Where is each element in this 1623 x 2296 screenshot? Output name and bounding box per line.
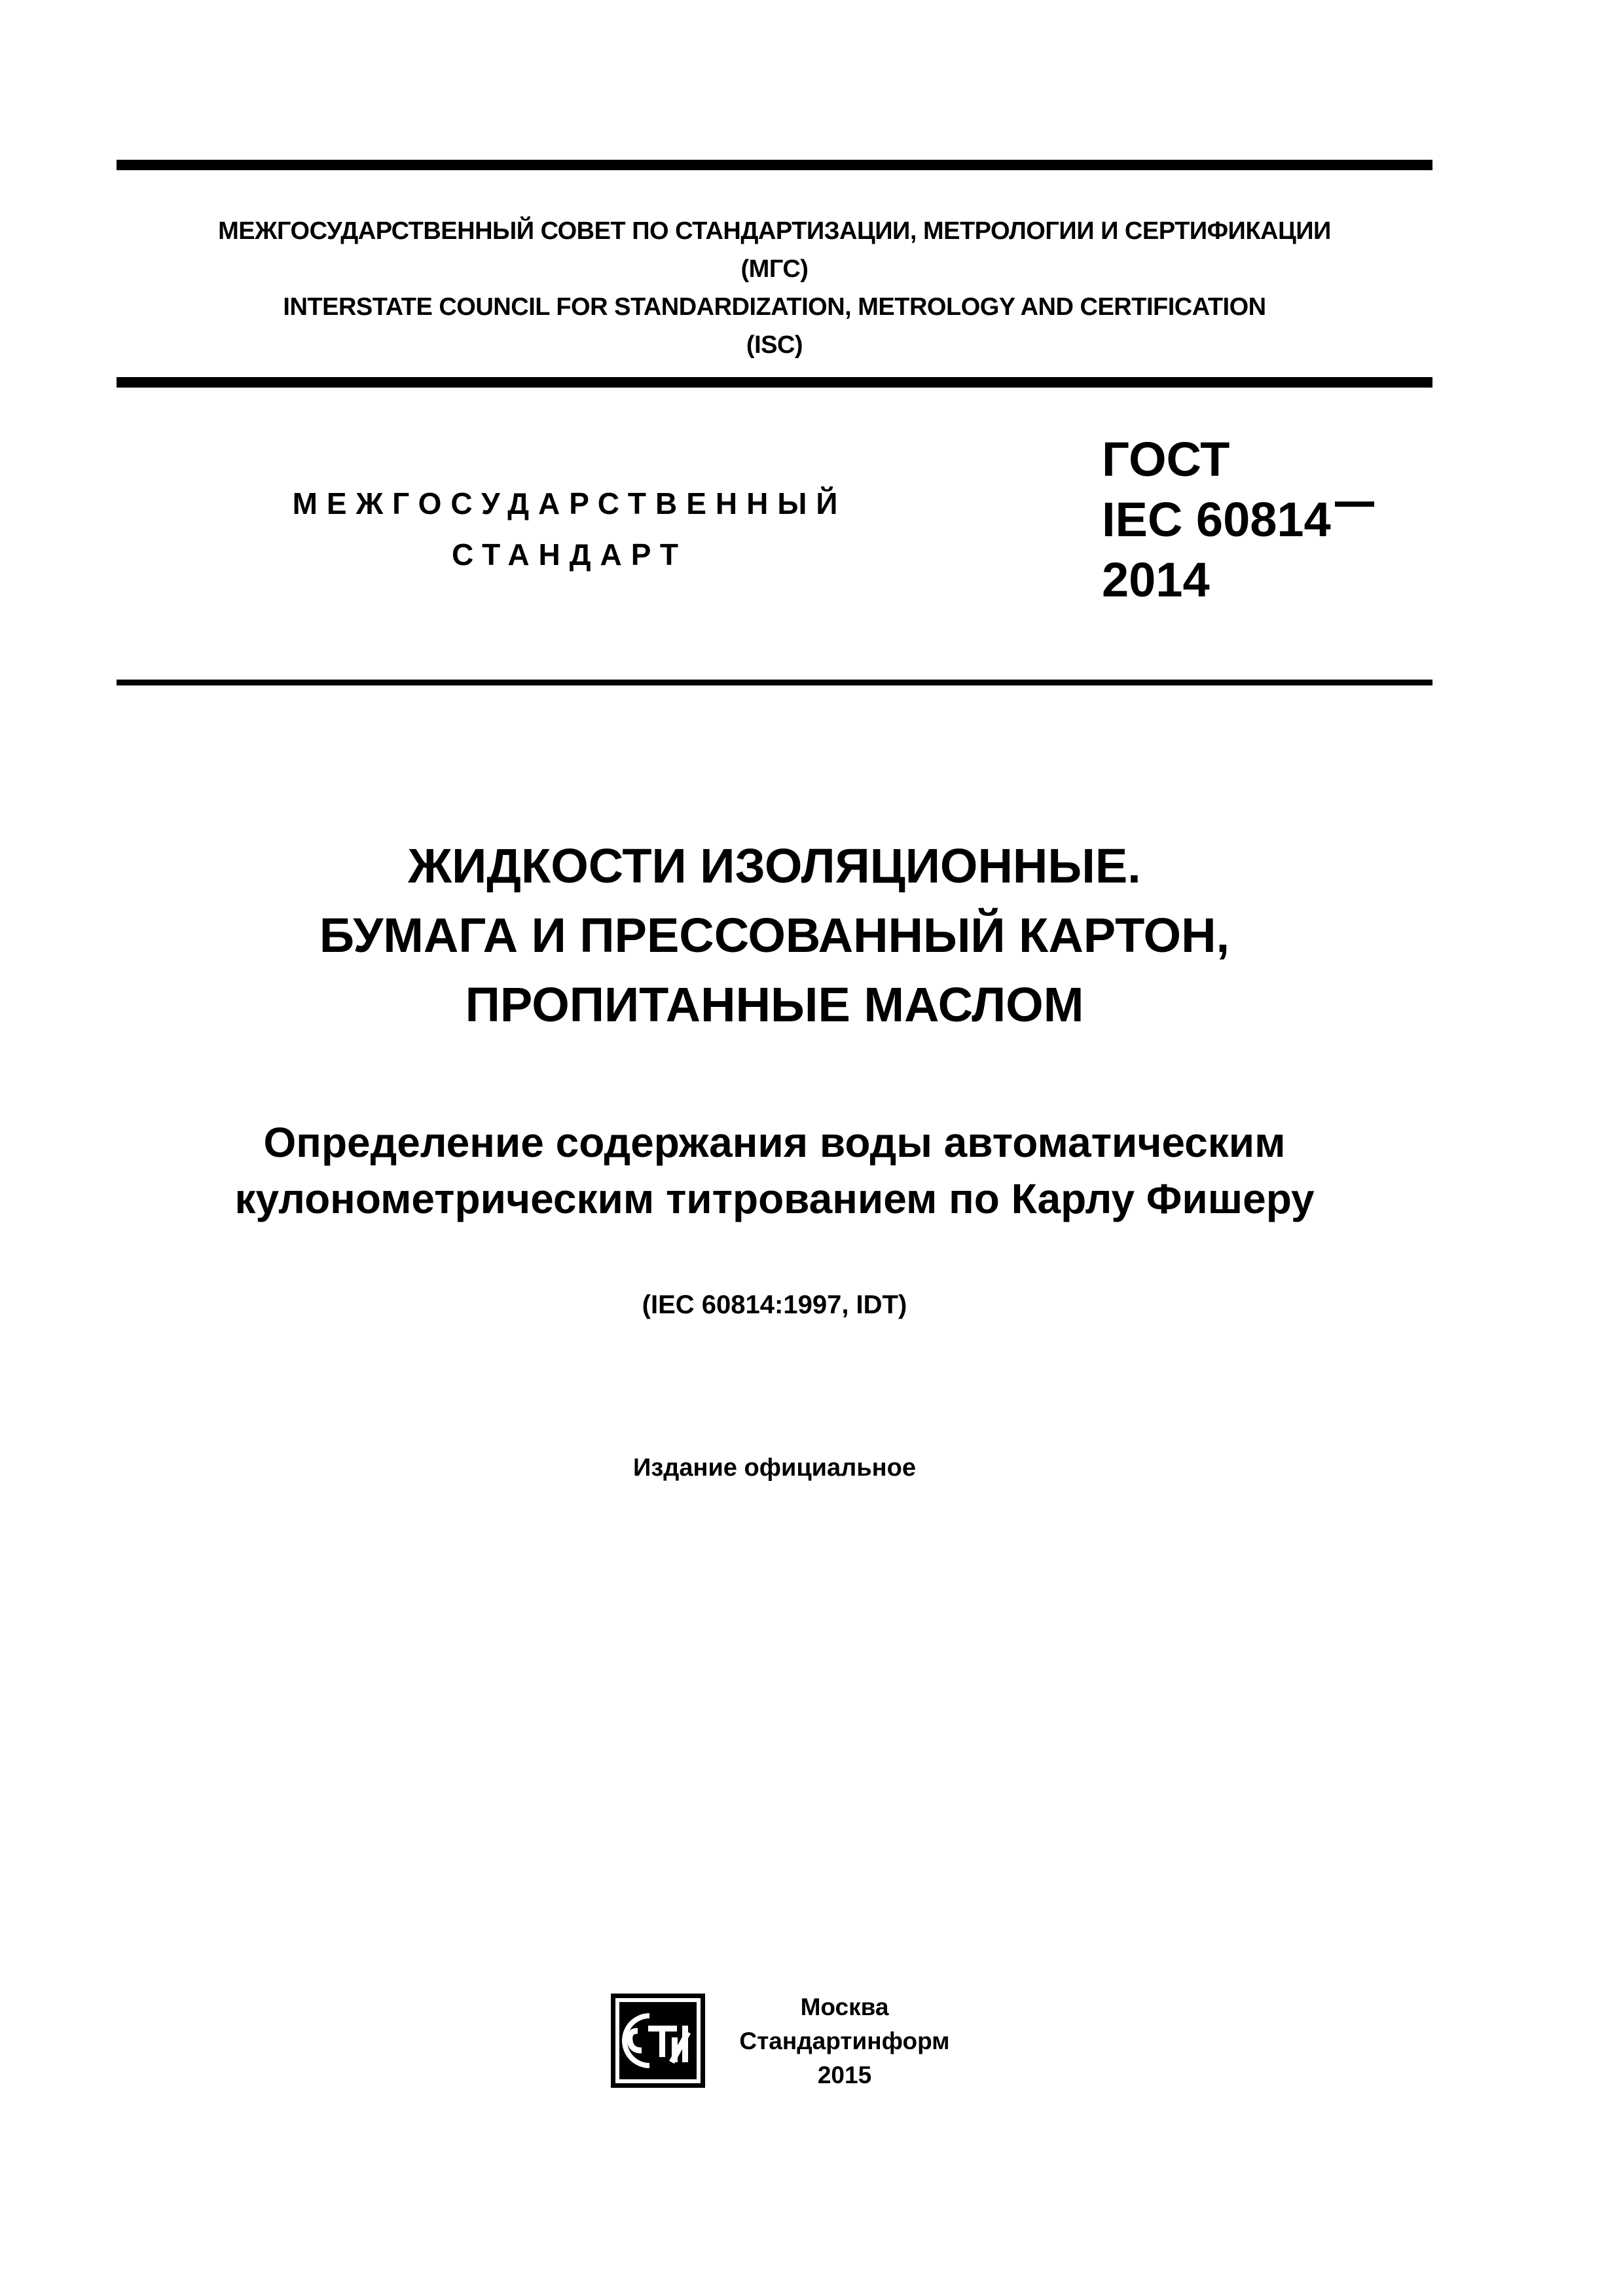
council-abbr-ru: (МГС) <box>740 255 809 283</box>
top-divider <box>117 160 1432 170</box>
edition-note: Издание официальное <box>633 1454 916 1482</box>
title-line2: БУМАГА И ПРЕССОВАННЫЙ КАРТОН, <box>319 908 1230 962</box>
designation-number: IEC 60814 <box>1102 492 1331 547</box>
designation-dash <box>1335 501 1374 507</box>
designation-year: 2014 <box>1102 553 1210 607</box>
standard-designation <box>1102 429 1374 610</box>
council-name-ru: МЕЖГОСУДАРСТВЕННЫЙ СОВЕТ ПО СТАНДАРТИЗАЦИИ, МЕТРОЛОГИИ И СЕРТИФИКАЦИИ <box>218 217 1331 245</box>
designation-number-line <box>1102 490 1374 550</box>
council-header <box>117 212 1432 364</box>
subtitle-line1: Определение содержания воды автоматическим <box>263 1119 1286 1166</box>
council-abbr-en: (ISC) <box>746 331 803 359</box>
publisher-city: Москва <box>800 1994 889 2020</box>
publisher-info <box>714 1990 976 2092</box>
designation-prefix: ГОСТ <box>1102 432 1230 486</box>
standartinform-logo-icon <box>609 1992 707 2090</box>
standard-type <box>242 478 897 580</box>
title-line1: ЖИДКОСТИ ИЗОЛЯЦИОННЫЕ. <box>408 839 1141 893</box>
publisher-name: Стандартинформ <box>739 2028 950 2054</box>
standard-type-line1: МЕЖГОСУДАРСТВЕННЫЙ <box>292 486 847 520</box>
council-name-en: INTERSTATE COUNCIL FOR STANDARDIZATION, METROLOGY AND CERTIFICATION <box>283 293 1266 321</box>
title-line3: ПРОПИТАННЫЕ МАСЛОМ <box>465 977 1084 1032</box>
council-divider <box>117 377 1432 388</box>
standard-type-line2: СТАНДАРТ <box>452 538 687 572</box>
document-title <box>117 831 1432 1040</box>
document-subtitle <box>117 1114 1432 1227</box>
iec-reference: (IEC 60814:1997, IDT) <box>642 1290 907 1319</box>
publisher-year: 2015 <box>817 2062 872 2088</box>
designation-divider <box>117 680 1432 685</box>
subtitle-line2: кулонометрическим титрованием по Карлу Фишеру <box>234 1175 1315 1222</box>
